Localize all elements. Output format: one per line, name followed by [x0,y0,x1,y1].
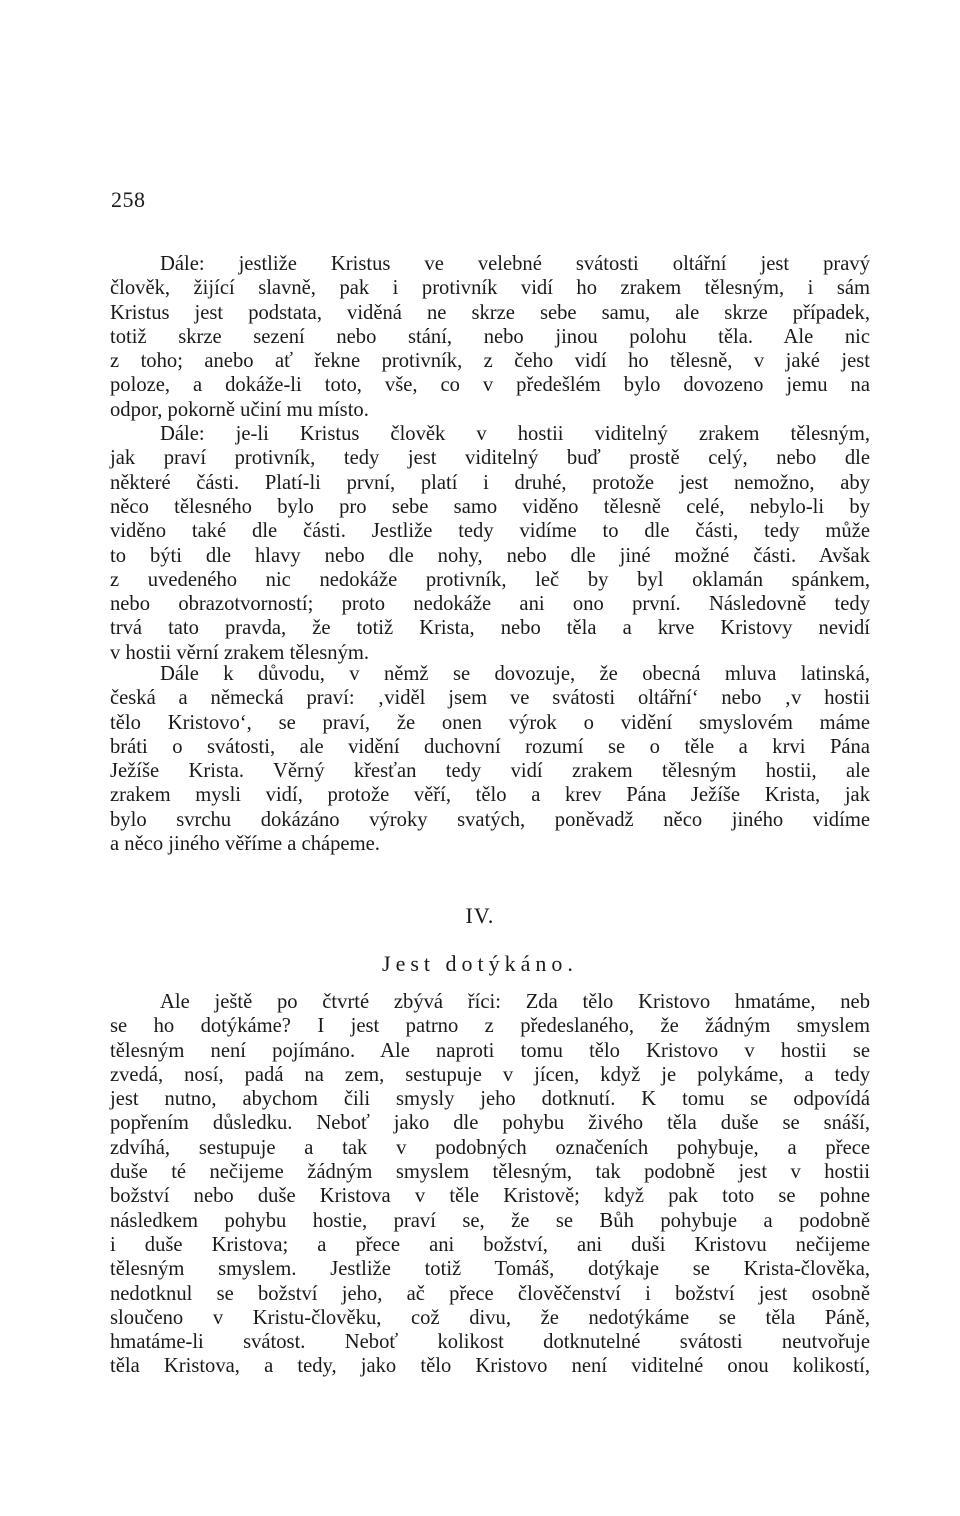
text-line: v hostii věrní zrakem tělesným. [110,641,370,664]
text-line: odpor, pokorně učiní mu místo. [110,398,369,421]
text-line: některé části. Platí-li první, platí i druhé, protože jest nemožno, aby [110,471,870,494]
text-line: duše té nečijeme žádným smyslem tělesným, tak podobně jest v hostii [110,1161,870,1184]
text-line: z toho; anebo ať řekne protivník, z čeho vidí ho tělesně, v jaké jest [110,350,870,373]
section-number: IV. [465,903,495,928]
section-title: Jest dotýkáno. [382,951,578,976]
page-number: 258 [111,187,146,212]
text-line: Ale ještě po čtvrté zbývá říci: Zda tělo Kristovo hmatáme, neb [160,991,870,1013]
text-line: Kristus jest podstata, viděná ne skrze sebe samu, ale skrze případek, [110,301,870,324]
text-line: Dále: je-li Kristus člověk v hostii viditelný zrakem tělesným, [160,423,870,446]
text-line: trvá tato pravda, že totiž Krista, nebo těla a krve Kristovy nevidí [110,617,870,640]
text-line: a něco jiného věříme a chápeme. [110,833,380,856]
text-line: Ježíše Krista. Věrný křesťan tedy vidí zrakem tělesným hostii, ale [110,760,870,783]
text-line: tělesným smyslem. Jestliže totiž Tomáš, dotýkaje se Krista-člověka, [110,1258,870,1281]
text-line: něco tělesného bylo pro sebe samo viděno tělesně celé, nebylo-li by [110,495,870,518]
text-block-lower [110,990,870,1379]
text-line: česká a německá praví: ‚viděl jsem ve svátosti oltářní‘ nebo ‚v hostii [110,687,870,710]
text-line: nedotknul se božství jeho, ač přece člověčenství i božství jest osobně [110,1282,870,1305]
paragraph [110,422,870,665]
text-line: Dále: jestliže Kristus ve velebné svátosti oltářní jest pravý [160,253,870,275]
text-line: tělesným není pojímáno. Ale naproti tomu tělo Kristovo v hostii se [110,1039,870,1062]
text-line: nebo obrazotvorností; proto nedokáže ani ono první. Následovně tedy [110,593,870,616]
paragraph [110,662,870,856]
paragraph [110,990,870,1379]
text-line: zvedá, nosí, padá na zem, sestupuje v jícen, když je polykáme, a tedy [110,1063,870,1086]
text-line: zrakem mysli vidí, protože věří, tělo a krev Pána Ježíše Krista, jak [110,784,870,807]
text-line: božství nebo duše Kristova v těle Kristově; když pak toto se pohne [110,1185,870,1208]
text-line: i duše Kristova; a přece ani božství, ani duši Kristovu nečijeme [110,1233,870,1256]
text-line: následkem pohybu hostie, praví se, že se Bůh pohybuje a podobně [110,1209,870,1232]
text-line: se ho dotýkáme? I jest patrno z předeslaného, že žádným smyslem [110,1015,870,1038]
text-line: jest nutno, abychom čili smysly jeho dotknutí. K tomu se odpovídá [110,1088,870,1111]
text-line: bylo svrchu dokázáno výroky svatých, poněvadž něco jiného vidíme [110,808,870,831]
text-line: z uvedeného nic nedokáže protivník, leč by byl oklamán spánkem, [110,568,870,591]
text-line: hmatáme-li svátost. Neboť kolikost dotknutelné svátosti neutvořuje [110,1331,870,1354]
text-line: viděno také dle části. Jestliže tedy vidíme to dle části, tedy může [110,520,870,543]
text-line: Dále k důvodu, v němž se dovozuje, že obecná mluva latinská, [160,663,870,685]
text-line: sloučeno v Kristu-člověku, což divu, že nedotýkáme se těla Páně, [110,1306,870,1329]
text-line: totiž skrze sezení nebo stání, nebo jinou polohu těla. Ale nic [110,325,870,348]
text-line: to býti dle hlavy nebo dle nohy, nebo dle jiné možné části. Avšak [110,544,870,567]
text-line: člověk, žijící slavně, pak i protivník vidí ho zrakem tělesným, i sám [110,277,870,300]
text-line: bráti o svátosti, ale vidění duchovní rozumí se o těle a krvi Pána [110,735,870,758]
text-line: popřením důsledku. Neboť jako dle pohybu živého těla duše se snáší, [110,1112,870,1135]
text-line: jak praví protivník, tedy jest viditelný buď prostě celý, nebo dle [110,447,870,470]
text-line: těla Kristova, a tedy, jako tělo Kristovo není viditelné onou kolikostí, [110,1355,870,1378]
text-block-upper [110,252,870,665]
text-line: tělo Kristovo‘, se praví, že onen výrok o vidění smyslovém máme [110,711,870,734]
text-line: zdvíhá, sestupuje a tak v podobných označeních pohybuje, a přece [110,1136,870,1159]
paragraph [110,252,870,422]
text-block-middle [110,662,870,856]
text-line: poloze, a dokáže-li toto, vše, co v předešlém bylo dovozeno jemu na [110,374,870,397]
